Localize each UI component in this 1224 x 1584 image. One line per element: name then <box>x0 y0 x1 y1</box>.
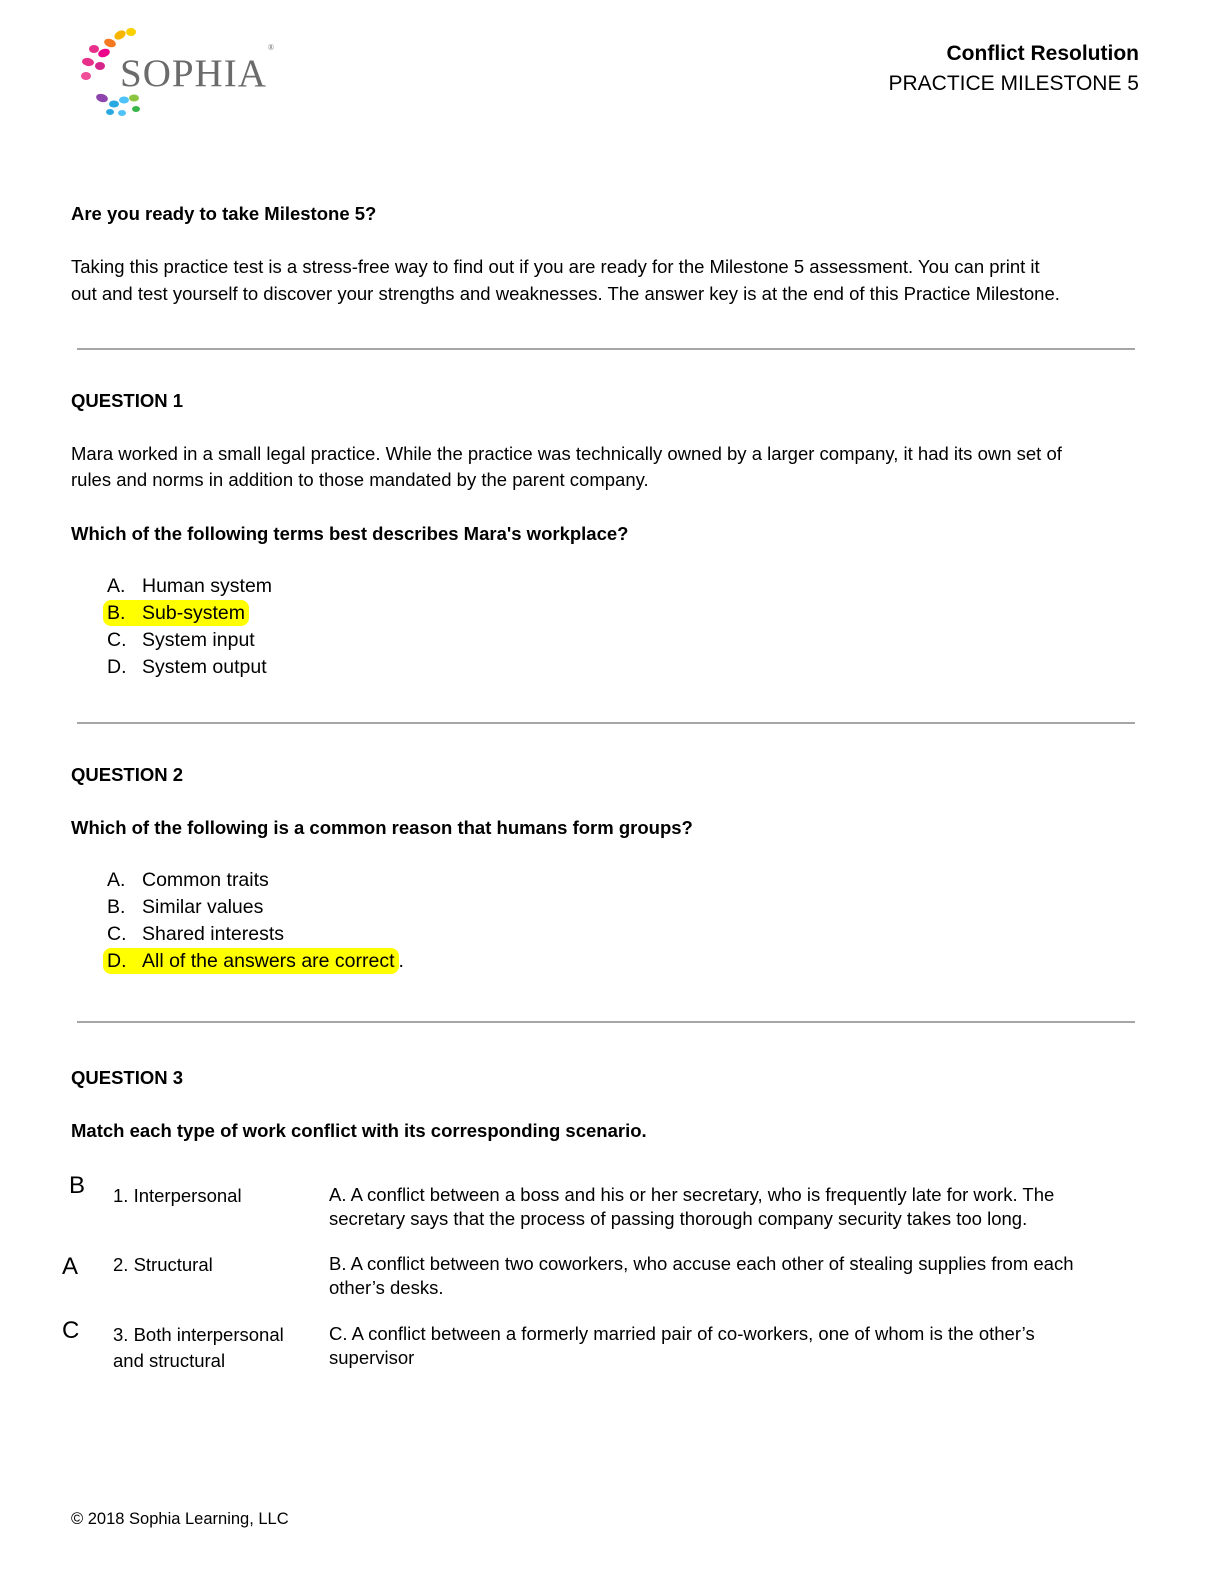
intro-heading: Are you ready to take Milestone 5? <box>71 203 377 224</box>
divider <box>77 722 1135 724</box>
divider <box>77 1021 1135 1023</box>
question-1-label: QUESTION 1 <box>71 390 184 411</box>
question-1-stem-line-2: rules and norms in addition to those mandated by the parent company. <box>71 469 649 490</box>
question-1-prompt: Which of the following terms best describes Mara's workplace? <box>71 523 629 544</box>
question-2-label: QUESTION 2 <box>71 764 184 785</box>
q1-option-b-highlighted[interactable]: B. Sub-system <box>103 600 249 626</box>
q2-option-d-highlighted[interactable]: D. All of the answers are correct . <box>103 948 404 974</box>
match-term-2: 2. Structural <box>113 1254 213 1275</box>
q1-option-d[interactable]: D. System output <box>107 656 267 678</box>
divider <box>77 348 1135 350</box>
match-scenario-b: B. A conflict between two coworkers, who accuse each other of stealing supplies from each other’s desks. <box>329 1253 1074 1298</box>
intro-text-line-1: Taking this practice test is a stress-free way to find out if you are ready for the Milestone 5 assessment. You can print it <box>71 256 1040 277</box>
handwritten-answer: C <box>62 1317 80 1344</box>
intro-text-line-2: out and test yourself to discover your strengths and weaknesses. The answer key is at the end of this Practice Milestone. <box>71 283 1060 304</box>
q2-option-b[interactable]: B. Similar values <box>107 896 264 918</box>
question-1-stem-line-1: Mara worked in a small legal practice. While the practice was technically owned by a larger company, it had its own set of <box>71 443 1062 464</box>
question-3-prompt: Match each type of work conflict with its corresponding scenario. <box>71 1120 647 1141</box>
handwritten-answer: B <box>69 1172 86 1199</box>
q2-option-c[interactable]: C. Shared interests <box>107 923 284 945</box>
course-title: Conflict Resolution <box>946 42 1139 65</box>
question-2-prompt: Which of the following is a common reason that humans form groups? <box>71 817 693 838</box>
match-scenario-a: A. A conflict between a boss and his or her secretary, who is frequently late for work. The secretary says that the process of passing thorough company security takes too long. <box>329 1184 1055 1229</box>
copyright: © 2018 Sophia Learning, LLC <box>71 1510 289 1528</box>
sophia-logo <box>80 26 295 118</box>
q1-option-c[interactable]: C. System input <box>107 629 255 651</box>
match-scenario-c: C. A conflict between a formerly married pair of co-workers, one of whom is the other’s supervisor <box>329 1323 1035 1368</box>
logo-wordmark: SOPHIA® <box>120 43 275 95</box>
milestone-subtitle: PRACTICE MILESTONE 5 <box>888 72 1139 95</box>
q2-option-a[interactable]: A. Common traits <box>107 869 269 891</box>
q1-option-a[interactable]: A. Human system <box>107 575 273 597</box>
match-term-1: 1. Interpersonal <box>113 1185 242 1206</box>
match-term-3: 3. Both interpersonal and structural <box>113 1324 284 1371</box>
question-3-label: QUESTION 3 <box>71 1067 184 1088</box>
handwritten-answer: A <box>62 1253 79 1280</box>
